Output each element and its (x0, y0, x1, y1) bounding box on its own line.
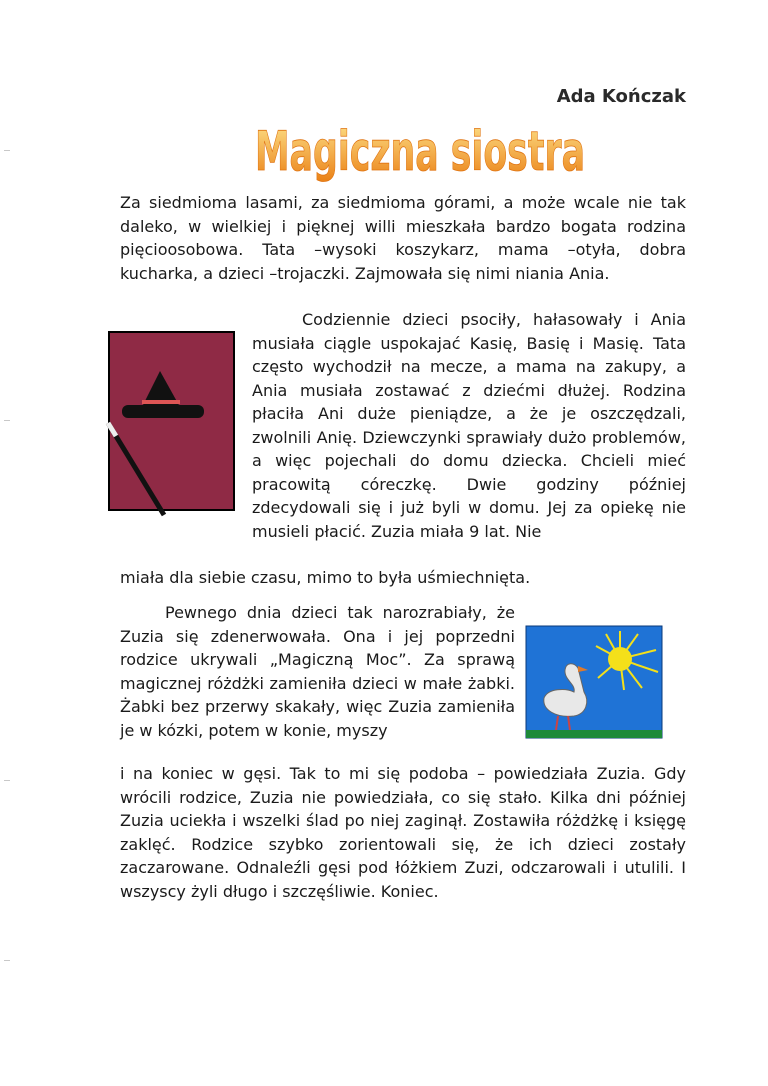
author-name: Ada Kończak (556, 86, 686, 107)
margin-mark (4, 780, 10, 781)
paragraph-ending: i na koniec w gęsi. Tak to mi się podoba – powiedziała Zuzia. Gdy wrócili rodzice, Zuzia nie powiedziała, co się stało. Kilka dni później Zuzia uciekła i wszelki ślad po niej zaginął. Zostawiła różdżkę i księgę zaklęć. Rodzice szybko zorientowali się, że ich dzieci zostały zaczarowane. Odnaleźli gęsi pod łóżkiem Zuzi, odczarowali i utulili. I wszyscy żyli długo i szczęśliwie. Koniec. (120, 764, 686, 901)
book-illustration (108, 331, 235, 511)
grass-strip (526, 730, 662, 738)
margin-mark (4, 960, 10, 961)
book-cover (109, 332, 234, 510)
paragraph-nanny: Codziennie dzieci psociły, hałasowały i Ania musiała ciągle uspokajać Kasię, Basię i Masię. Tata często wychodził na mecze, a mama na zakupy, a Ania musiała zostawać z dziećmi dłużej. Rodzina płaciła Ani duże pieniądze, a że je oszczędzali, zwolnili Anię. Dziewczynki sprawiały dużo problemów, a więc pojechali do domu dziecka. Chcieli mieć pracowitą córeczkę. Dwie godziny później zdecydowali się i już byli w domu. Jej za opiekę nie musieli płacić. Zuzia miała 9 lat. Nie (252, 310, 686, 541)
story-title (250, 118, 590, 184)
paragraph-magic: Pewnego dnia dzieci tak narozrabiały, że Zuzia się zdenerwowała. Ona i jej poprzedni rodzice ukrywali „Magiczną Moc”. Za sprawą magicznej różdżki zamieniła dzieci w małe żabki. Żabki bez przerwy skakały, więc Zuzia zamieniła je w kózki, potem w konie, myszy (120, 603, 515, 740)
story-title-text: Magiczna siostra (255, 120, 585, 183)
margin-mark (4, 420, 10, 421)
paragraph-intro: Za siedmioma lasami, za siedmioma górami, a może wcale nie tak daleko, w wielkiej i pięknej willi mieszkała bardzo bogata rodzina pięcioosobowa. Tata –wysoki koszykarz, mama –otyła, dobra kucharka, a dzieci –trojaczki. Zajmowała się nimi niania Ania. (120, 193, 686, 283)
paragraph-nanny-end: miała dla siebie czasu, mimo to była uśmiechnięta. (120, 568, 531, 587)
goose-illustration (526, 626, 662, 738)
sky-background (526, 626, 662, 738)
margin-mark (4, 150, 10, 151)
